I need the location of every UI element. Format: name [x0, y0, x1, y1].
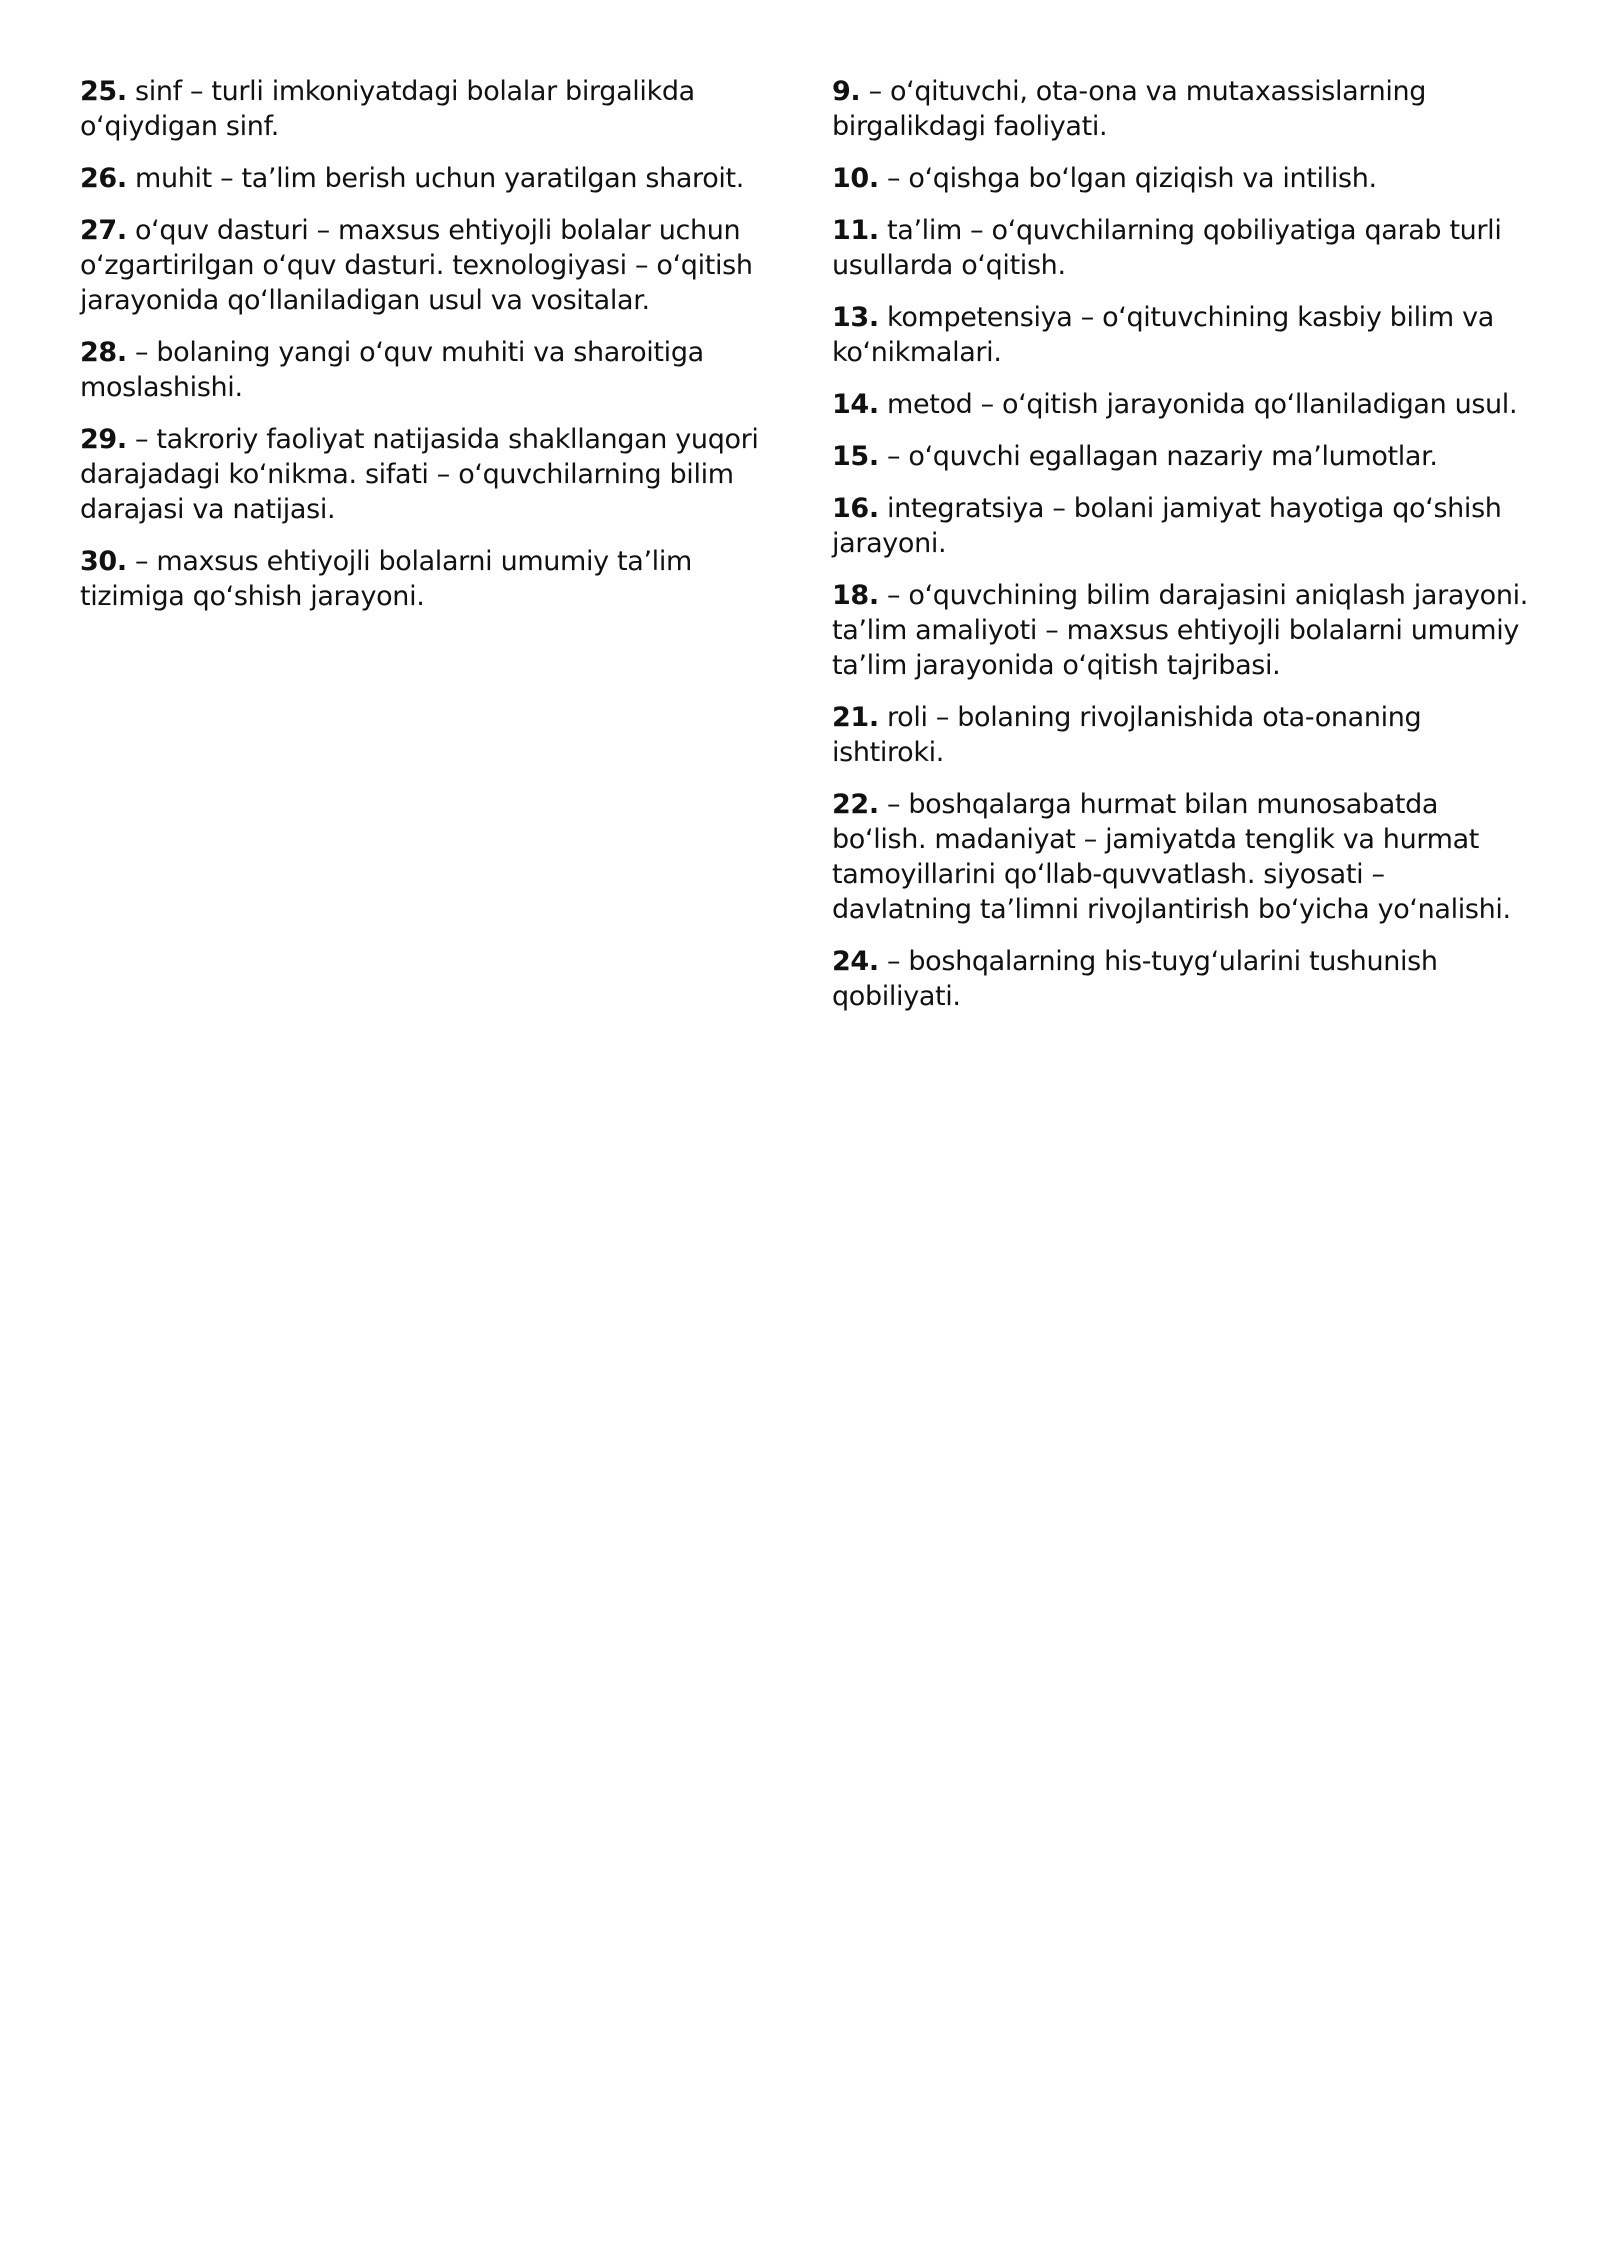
answer-entry-10: [832, 161, 1532, 196]
entry-text: – o‘qituvchi, ota-ona va mutaxassislarning birgalikdagi faoliyati.: [832, 76, 1427, 142]
entry-text: – o‘qishga bo‘lgan qiziqish va intilish.: [878, 163, 1377, 194]
entry-text: – takroriy faoliyat natijasida shakllangan yuqori darajadagi ko‘nikma. sifati – o‘quvchilarning bilim darajasi va natijasi.: [80, 424, 759, 525]
answer-entry-16: [832, 491, 1532, 561]
entry-text: muhit – ta’lim berish uchun yaratilgan sharoit.: [126, 163, 744, 194]
answer-entry-26: [80, 161, 770, 196]
entry-number: 29.: [80, 424, 127, 455]
entry-text: integratsiya – bolani jamiyat hayotiga qo‘shish jarayoni.: [832, 493, 1502, 559]
answer-entry-22: [832, 787, 1532, 927]
answer-entry-15: [832, 439, 1532, 474]
answer-entry-25: [80, 74, 770, 144]
answer-entry-11: [832, 213, 1532, 283]
entry-text: roli – bolaning rivojlanishida ota-onaning ishtiroki.: [832, 702, 1422, 768]
entry-text: sinf – turli imkoniyatdagi bolalar birgalikda o‘qiydigan sinf.: [80, 76, 695, 142]
entry-number: 22.: [832, 789, 879, 820]
entry-text: – o‘quvchining bilim darajasini aniqlash jarayoni. ta’lim amaliyoti – maxsus ehtiyojli bolalarni umumiy ta’lim jarayonida o‘qitish tajribasi.: [832, 580, 1528, 681]
answer-entry-28: [80, 335, 770, 405]
answer-entry-24: [832, 944, 1532, 1014]
entry-number: 14.: [832, 389, 879, 420]
entry-text: – maxsus ehtiyojli bolalarni umumiy ta’lim tizimiga qo‘shish jarayoni.: [80, 546, 692, 612]
entry-number: 26.: [80, 163, 127, 194]
entry-number: 24.: [832, 946, 879, 977]
entry-text: – o‘quvchi egallagan nazariy ma’lumotlar.: [878, 441, 1438, 472]
entry-number: 9.: [832, 76, 861, 107]
entry-number: 11.: [832, 215, 879, 246]
answer-entry-27: [80, 213, 770, 318]
entry-number: 13.: [832, 302, 879, 333]
entry-number: 30.: [80, 546, 127, 577]
entry-number: 27.: [80, 215, 127, 246]
entry-text: kompetensiya – o‘qituvchining kasbiy bilim va ko‘nikmalari.: [832, 302, 1494, 368]
entry-text: – boshqalarga hurmat bilan munosabatda bo‘lish. madaniyat – jamiyatda tenglik va hurmat tamoyillarini qo‘llab-quvvatlash. siyosati – davlatning ta’limni rivojlantirish bo‘yicha yo‘nalishi.: [832, 789, 1511, 925]
entry-number: 25.: [80, 76, 127, 107]
entry-text: ta’lim – o‘quvchilarning qobiliyatiga qarab turli usullarda o‘qitish.: [832, 215, 1502, 281]
right-column: [832, 74, 1532, 1031]
entry-number: 15.: [832, 441, 879, 472]
entry-number: 16.: [832, 493, 879, 524]
left-column: [80, 74, 770, 631]
entry-text: metod – o‘qitish jarayonida qo‘llaniladigan usul.: [878, 389, 1518, 420]
entry-text: o‘quv dasturi – maxsus ehtiyojli bolalar uchun o‘zgartirilgan o‘quv dasturi. texnologiyasi – o‘qitish jarayonida qo‘llaniladigan usul va vositalar.: [80, 215, 753, 316]
answer-entry-13: [832, 300, 1532, 370]
entry-text: – boshqalarning his-tuyg‘ularini tushunish qobiliyati.: [832, 946, 1438, 1012]
answer-entry-14: [832, 387, 1532, 422]
answer-entry-30: [80, 544, 770, 614]
entry-number: 21.: [832, 702, 879, 733]
answer-entry-21: [832, 700, 1532, 770]
entry-number: 18.: [832, 580, 879, 611]
entry-number: 28.: [80, 337, 127, 368]
entry-number: 10.: [832, 163, 879, 194]
entry-text: – bolaning yangi o‘quv muhiti va sharoitiga moslashishi.: [80, 337, 704, 403]
answer-entry-29: [80, 422, 770, 527]
answer-entry-18: [832, 578, 1532, 683]
answer-entry-9: [832, 74, 1532, 144]
